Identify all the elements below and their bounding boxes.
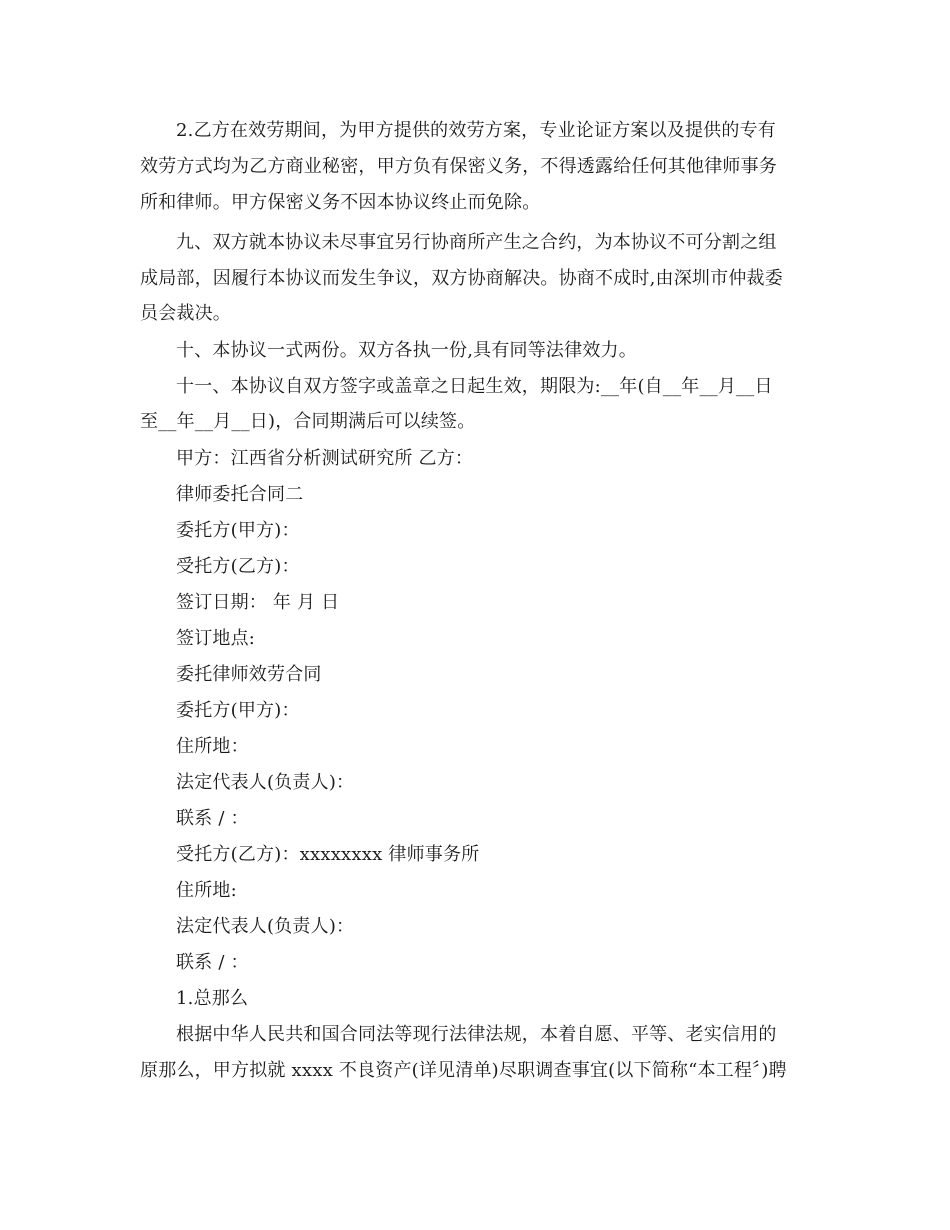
principal-party-2: 委托方(甲方)：: [176, 700, 300, 721]
clause-9-line-3: 员会裁决。: [140, 303, 231, 324]
paragraph-8-2-line-3: 所和律师。甲方保密义务不因本协议终止而免除。: [140, 192, 541, 213]
section-1-heading: 1.总那么: [176, 988, 249, 1009]
clause-10: 十、本协议一式两份。双方各执一份,具有同等法律效力。: [176, 340, 637, 361]
clause-11-line-1: 十一、本协议自双方签字或盖章之日起生效，期限为:__年(自__年__月__日: [176, 376, 773, 397]
principal-party: 委托方(甲方)：: [176, 520, 300, 541]
contract-service-title: 委托律师效劳合同: [176, 664, 322, 685]
clause-9-line-1: 九、双方就本协议未尽事宜另行协商所产生之合约，为本协议不可分割之组: [176, 232, 777, 253]
clause-9-line-2: 成局部，因履行本协议而发生争议，双方协商解决。协商不成时,由深圳市仲裁委: [140, 268, 783, 289]
principal-representative: 法定代表人(负责人)：: [176, 772, 355, 793]
agent-party: 受托方(乙方)：: [176, 556, 300, 577]
section-1-paragraph-line-1: 根据中华人民共和国合同法等现行法律法规，本着自愿、平等、老实信用的: [176, 1024, 777, 1045]
agent-contact: 联系 / ：: [176, 952, 249, 973]
paragraph-8-2-line-1: 2.乙方在效劳期间，为甲方提供的效劳方案，专业论证方案以及提供的专有: [176, 120, 776, 141]
principal-contact: 联系 / ：: [176, 808, 249, 829]
contract-two-title: 律师委托合同二: [176, 484, 304, 505]
section-1-paragraph-line-2: 原那么，甲方拟就 xxxx 不良资产(详见清单)尽职调查事宜(以下简称“本工程〞)聘: [140, 1060, 787, 1081]
paragraph-8-2-line-2: 效劳方式均为乙方商业秘密，甲方负有保密义务，不得透露给任何其他律师事务: [140, 156, 777, 177]
signing-date: 签订日期： 年 月 日: [176, 592, 340, 613]
agent-address: 住所地:: [176, 880, 237, 901]
agent-party-2: 受托方(乙方)：xxxxxxxx 律师事务所: [176, 844, 480, 865]
principal-address: 住所地：: [176, 736, 249, 757]
signature-parties: 甲方：江西省分析测试研究所 乙方：: [176, 448, 474, 469]
clause-11-line-2: 至__年__月__日)，合同期满后可以续签。: [140, 411, 476, 432]
agent-representative: 法定代表人(负责人)：: [176, 916, 355, 937]
signing-place: 签订地点:: [176, 628, 256, 649]
